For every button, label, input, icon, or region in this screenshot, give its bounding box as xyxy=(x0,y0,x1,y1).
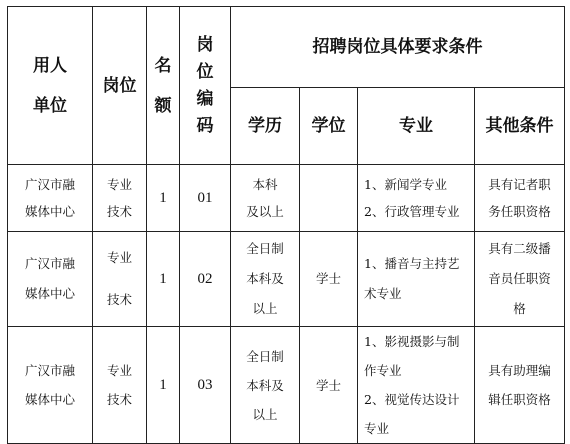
cell-position-line-2: 技术 xyxy=(106,392,132,407)
header-requirements xyxy=(231,7,565,88)
cell-other xyxy=(475,165,565,232)
cell-position-line-2: 技术 xyxy=(106,292,132,307)
cell-degree-value: 学士 xyxy=(315,377,341,393)
cell-degree xyxy=(300,232,358,327)
cell-major-line-2: 2、行政管理专业 xyxy=(364,204,460,219)
cell-unit-line-1: 广汉市融 xyxy=(24,256,75,271)
header-quota-line-2: 额 xyxy=(154,95,172,116)
header-code-char-4: 码 xyxy=(196,115,214,136)
header-code-char-2: 位 xyxy=(196,61,214,82)
cell-unit-line-1: 广汉市融 xyxy=(24,177,75,192)
cell-code xyxy=(180,327,231,444)
cell-other-line-2: 音员任职资 xyxy=(488,271,551,286)
cell-code-value: 03 xyxy=(197,376,213,393)
table-row xyxy=(8,327,565,444)
cell-unit-line-1: 广汉市融 xyxy=(24,363,75,378)
cell-major-line-1: 1、播音与主持艺 xyxy=(364,256,460,271)
header-position-label: 岗位 xyxy=(102,75,137,96)
cell-education xyxy=(231,165,300,232)
cell-other-line-2: 务任职资格 xyxy=(488,204,551,219)
header-degree xyxy=(300,88,358,165)
cell-education-line-2: 本科及 xyxy=(246,377,284,393)
cell-major-line-1: 1、影视摄影与制 xyxy=(364,334,460,349)
cell-other xyxy=(475,232,565,327)
header-quota xyxy=(147,7,180,165)
cell-code-value: 01 xyxy=(197,189,213,206)
cell-education xyxy=(231,232,300,327)
header-degree-label: 学位 xyxy=(311,116,346,136)
cell-education-line-1: 全日制 xyxy=(246,241,284,256)
header-row-top xyxy=(8,7,565,88)
header-unit-line-1: 用人 xyxy=(33,55,67,76)
header-unit xyxy=(8,7,93,165)
cell-other-line-1: 具有二级播 xyxy=(488,241,551,256)
header-requirements-label: 招聘岗位具体要求条件 xyxy=(312,37,483,57)
cell-degree xyxy=(300,165,358,232)
header-quota-line-1: 名 xyxy=(154,55,172,76)
cell-quota-value: 1 xyxy=(159,376,167,393)
header-code-char-1: 岗 xyxy=(196,34,214,55)
cell-education-line-3: 以上 xyxy=(252,301,278,316)
cell-position-line-1: 专业 xyxy=(106,250,132,265)
cell-education-line-1: 本科 xyxy=(252,177,278,192)
cell-degree xyxy=(300,327,358,444)
cell-other-line-1: 具有记者职 xyxy=(488,177,551,192)
header-major xyxy=(358,88,475,165)
header-code xyxy=(180,7,231,165)
cell-education-line-2: 本科及 xyxy=(246,271,284,286)
cell-position-line-2: 技术 xyxy=(106,204,132,219)
cell-quota xyxy=(147,232,180,327)
cell-unit-line-2: 媒体中心 xyxy=(24,392,75,407)
table-row xyxy=(8,165,565,232)
cell-education xyxy=(231,327,300,444)
cell-code-value: 02 xyxy=(197,271,213,287)
cell-major-line-2: 术专业 xyxy=(364,286,402,301)
cell-quota xyxy=(147,165,180,232)
cell-unit-line-2: 媒体中心 xyxy=(24,204,75,219)
cell-code xyxy=(180,232,231,327)
cell-major xyxy=(358,165,475,232)
header-major-label: 专业 xyxy=(399,116,433,136)
header-unit-line-2: 单位 xyxy=(33,95,67,116)
header-other-label: 其他条件 xyxy=(485,116,554,136)
header-other xyxy=(475,88,565,165)
cell-unit xyxy=(8,232,93,327)
cell-position-line-1: 专业 xyxy=(106,363,132,378)
cell-major xyxy=(358,232,475,327)
cell-major-line-2: 作专业 xyxy=(364,363,402,378)
table-row xyxy=(8,232,565,327)
cell-degree-value: 学士 xyxy=(315,271,341,286)
header-position xyxy=(93,7,147,165)
recruitment-requirements-table xyxy=(7,6,565,444)
cell-position xyxy=(93,232,147,327)
cell-quota-value: 1 xyxy=(159,189,167,206)
header-code-char-3: 编 xyxy=(196,88,214,109)
cell-code xyxy=(180,165,231,232)
cell-position-line-1: 专业 xyxy=(106,177,132,192)
cell-other xyxy=(475,327,565,444)
cell-major-line-4: 专业 xyxy=(364,421,390,436)
cell-unit xyxy=(8,327,93,444)
cell-major xyxy=(358,327,475,444)
cell-position xyxy=(93,327,147,444)
cell-quota xyxy=(147,327,180,444)
cell-education-line-3: 以上 xyxy=(252,406,278,422)
cell-other-line-1: 具有助理编 xyxy=(488,363,551,378)
cell-major-line-3: 2、视觉传达设计 xyxy=(364,392,460,407)
cell-education-line-1: 全日制 xyxy=(246,348,284,364)
cell-unit-line-2: 媒体中心 xyxy=(24,286,75,301)
header-education xyxy=(231,88,300,165)
cell-unit xyxy=(8,165,93,232)
cell-other-line-2: 辑任职资格 xyxy=(488,392,551,407)
cell-education-line-2: 及以上 xyxy=(246,204,284,219)
cell-position xyxy=(93,165,147,232)
header-education-label: 学历 xyxy=(248,116,282,136)
cell-quota-value: 1 xyxy=(159,271,167,287)
cell-other-line-3: 格 xyxy=(513,301,526,316)
cell-major-line-1: 1、新闻学专业 xyxy=(364,177,447,192)
